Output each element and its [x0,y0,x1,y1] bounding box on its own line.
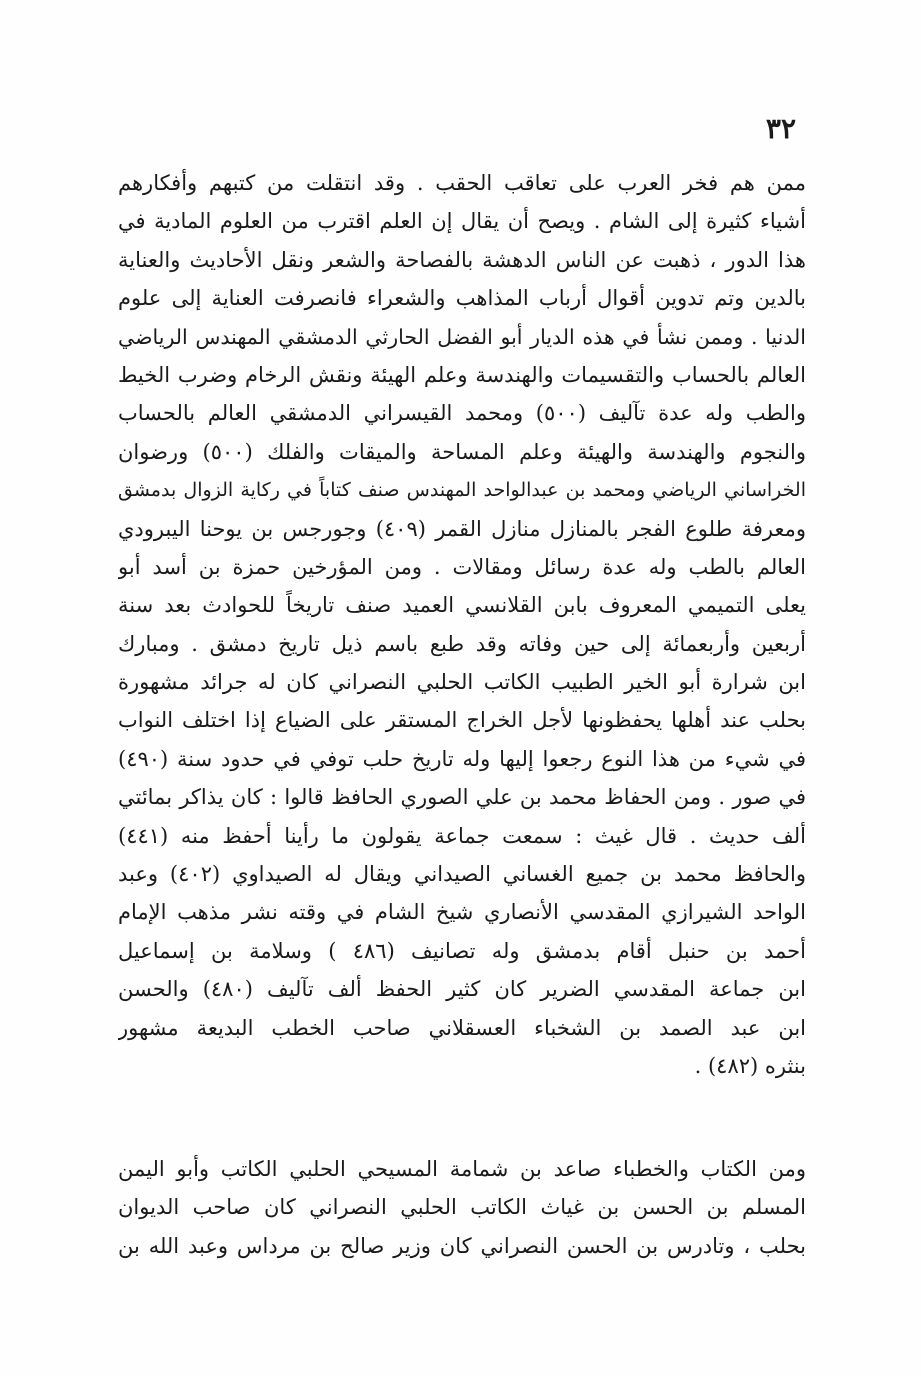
text-line: في صور . ومن الحفاظ محمد بن علي الصوري الحافظ قالوا : كان يذاكر بمائتي [118,785,806,810]
text-line: والطب وله عدة تآليف (٥٠٠) ومحمد القيسراني الدمشقي العالم بالحساب [118,401,806,426]
text-line: ومعرفة طلوع الفجر بالمنازل منازل القمر (٤٠٩) وجورجس بن يوحنا اليبرودي [118,516,806,541]
text-line: أحمد بن حنبل أقام بدمشق وله تصانيف (٤٨٦ ) وسلامة بن إسماعيل [118,938,806,963]
text-line: هذا الدور ، ذهبت عن الناس الدهشة بالفصاحة والشعر ونقل الأحاديث والعناية [118,247,806,272]
text-line: الخراساني الرياضي ومحمد بن عبدالواحد المهندس صنف كتاباً في ركاية الزوال بدمشق [118,479,806,502]
text-line: ابن شرارة أبو الخير الطبيب الكاتب الحلبي النصراني كان له جرائد مشهورة [118,670,806,695]
text-line: بحلب ، وتادرس بن الحسن النصراني كان وزير صالح بن مرداس وعبد الله بن [118,1233,806,1258]
text-line: بحلب عند أهلها يحفظونها لأجل الخراج المستقر على الضياع إذا اختلف النواب [118,708,806,733]
text-line: أربعين وأربعمائة إلى حين وفاته وقد طبع باسم ذيل تاريخ دمشق . ومبارك [118,631,806,656]
text-line: في شيء من هذا النوع رجعوا إليها وله تاريخ حلب توفي في حدود سنة (٤٩٠) [118,746,806,771]
text-line: العالم بالحساب والتقسيمات والهندسة وعلم الهيئة ونقش الرخام وضرب الخيط [118,362,806,387]
text-line: الدنيا . وممن نشأ في هذه الديار أبو الفضل الحارثي الدمشقي المهندس الرياضي [118,324,806,349]
text-line: ومن الكتاب والخطباء صاعد بن شمامة المسيحي الحلبي الكاتب وأبو اليمن [118,1157,806,1181]
text-line: والنجوم والهندسة والهيئة وعلم المساحة والميقات والفلك (٥٠٠) ورضوان [118,439,806,464]
text-line: الواحد الشيرازي المقدسي الأنصاري شيخ الشام في وقته نشر مذهب الإمام [118,900,806,925]
text-line: ابن جماعة المقدسي الضرير كان كثير الحفظ ألف تآليف (٤٨٠) والحسن [118,977,806,1002]
text-line: بنثره (٤٨٢) . [694,1053,806,1078]
text-line: يعلى التميمي المعروف بابن القلانسي العميد صنف تاريخاً للحوادث بعد سنة [118,593,806,618]
text-line: بالدين وتم تدوين أقوال أرباب المذاهب والشعراء فانصرفت العناية إلى علوم [118,286,806,311]
text-line: أشياء كثيرة إلى الشام . ويصح أن يقال إن العلم اقترب من العلوم المادية في [118,209,806,234]
text-line: المسلم بن الحسن بن غياث الكاتب الحلبي النصراني كان صاحب الديوان [118,1195,806,1220]
text-line: ألف حديث . قال غيث : سمعت جماعة يقولون ما رأينا أحفظ منه (٤٤١) [118,823,806,848]
text-line: ممن هم فخر العرب على تعاقب الحقب . وقد انتقلت من كتبهم وأفكارهم [118,171,806,195]
text-line: والحافظ محمد بن جميع الغساني الصيداني ويقال له الصيداوي (٤٠٢) وعبد [118,862,806,887]
text-line: ابن عبد الصمد بن الشخباء العسقلاني صاحب الخطب البديعة مشهور [118,1015,806,1040]
text-line: العالم بالطب وله عدة رسائل ومقالات . ومن المؤرخين حمزة بن أسد أبو [118,554,806,579]
paragraph-1 [118,164,806,1085]
paragraph-2 [118,1150,806,1265]
page-number: ٣٢ [765,112,796,145]
